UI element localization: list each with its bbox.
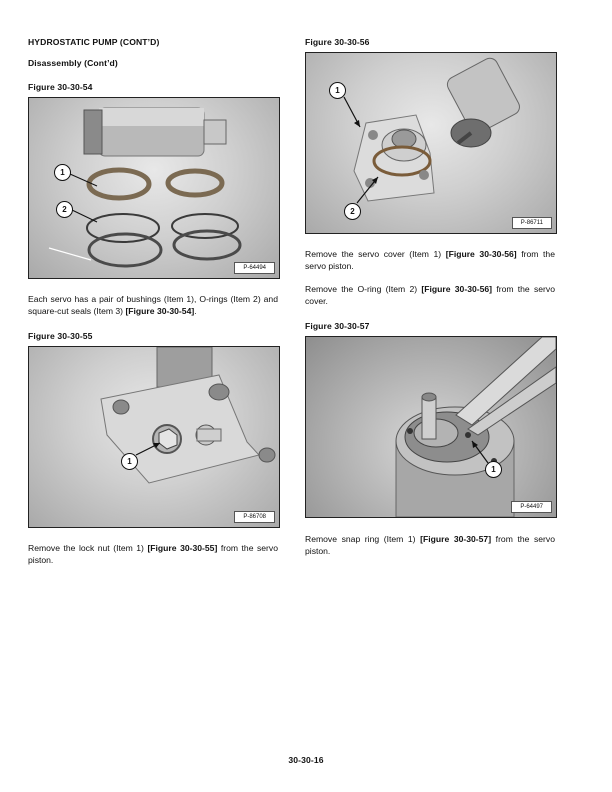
paragraph-remove-snap-ring: Remove snap ring (Item 1) [Figure 30-30-57] from the servo piston.	[305, 534, 555, 556]
figure-57-label: Figure 30-30-57	[305, 321, 370, 331]
figure-56-callout-2: 2	[344, 203, 361, 220]
figure-54-drawing	[29, 98, 279, 278]
figure-54	[28, 97, 280, 279]
figure-55-drawing	[29, 347, 279, 527]
paragraph-remove-lock-nut: Remove the lock nut (Item 1) [Figure 30-30-55] from the servo piston.	[28, 543, 278, 565]
paragraph-remove-servo-cover: Remove the servo cover (Item 1) [Figure 30-30-56] from the servo piston.	[305, 249, 555, 271]
figure-56-code: P-86711	[512, 217, 552, 229]
figure-56-callout-1: 1	[329, 82, 346, 99]
figure-54-label: Figure 30-30-54	[28, 82, 93, 92]
figure-55-code: P-86708	[234, 511, 275, 523]
figure-57	[305, 336, 557, 518]
figure-57-drawing	[306, 337, 556, 517]
figure-54-callout-1: 1	[54, 164, 71, 181]
figure-57-callout-1: 1	[485, 461, 502, 478]
figure-56	[305, 52, 557, 234]
figure-54-callout-2: 2	[56, 201, 73, 218]
figure-57-code: P-64497	[511, 501, 552, 513]
figure-54-code: P-64494	[234, 262, 275, 274]
paragraph-remove-o-ring: Remove the O-ring (Item 2) [Figure 30-30-56] from the servo cover.	[305, 284, 555, 306]
figure-56-drawing	[306, 53, 556, 233]
paragraph-servo-parts: Each servo has a pair of bushings (Item 1), O-rings (Item 2) and square-cut seals (Item 3) [Figure 30-30-54].	[28, 294, 278, 316]
section-subtitle: Disassembly (Cont’d)	[28, 58, 118, 68]
section-title: HYDROSTATIC PUMP (CONT’D)	[28, 37, 160, 47]
figure-55-callout-1: 1	[121, 453, 138, 470]
figure-56-label: Figure 30-30-56	[305, 37, 370, 47]
figure-55	[28, 346, 280, 528]
page-number: 30-30-16	[288, 755, 324, 765]
figure-55-label: Figure 30-30-55	[28, 331, 93, 341]
